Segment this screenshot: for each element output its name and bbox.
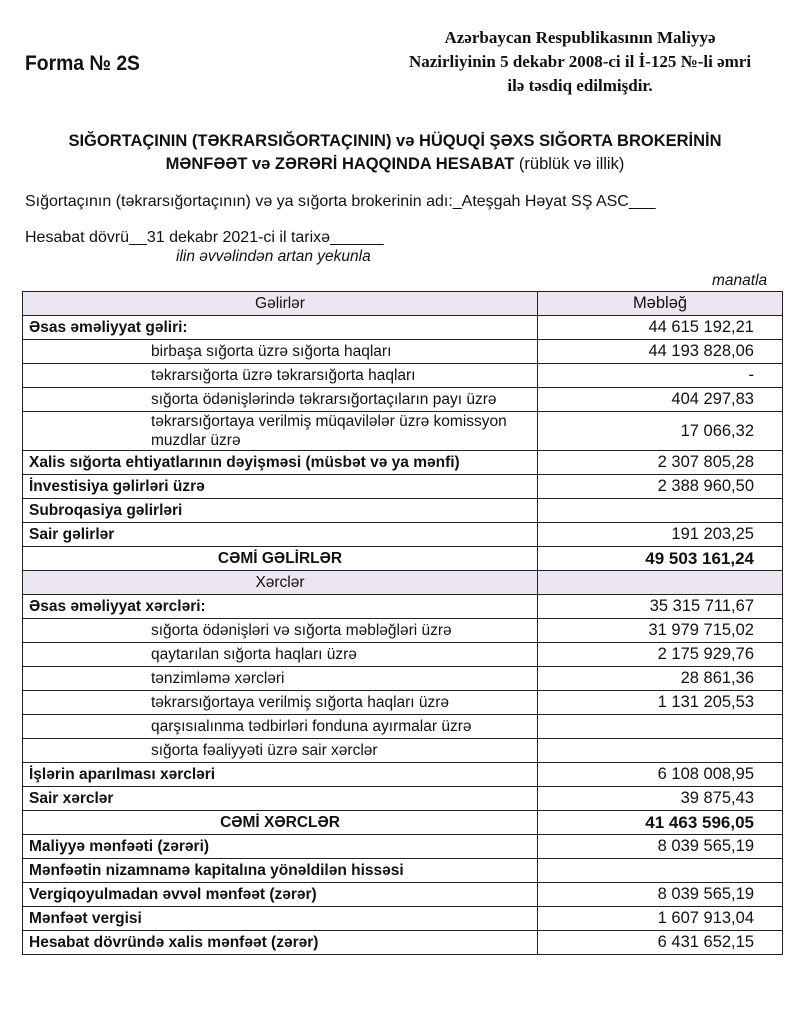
table-row [23,787,783,811]
table-row [23,667,783,691]
row-amount [538,739,783,763]
row-amount: 8 039 565,19 [538,835,783,859]
row-label: Gəlirlər [23,292,538,316]
row-amount: 44 615 192,21 [538,316,783,340]
table-row [23,931,783,955]
row-amount: 1 131 205,53 [538,691,783,715]
row-label: birbaşa sığorta üzrə sığorta haqları [23,340,538,364]
table-row [23,859,783,883]
row-label: Mənfəət vergisi [23,907,538,931]
table-row [23,883,783,907]
row-label: Xalis sığorta ehtiyatlarının dəyişməsi (müsbət və ya mənfi) [23,451,538,475]
row-label: Xərclər [23,571,538,595]
form-number: Forma № 2S [25,52,140,75]
table-row [23,340,783,364]
row-label: Əsas əməliyyat xərcləri: [23,595,538,619]
income-statement-table [22,291,783,955]
company-line: Sığortaçının (təkrarsığortaçının) və ya sığorta brokerinin adı:_Ateşgah Həyat SŞ ASC___ [25,193,656,210]
table-header-row [23,292,783,316]
row-label: CƏMİ GƏLİRLƏR [23,547,538,571]
row-amount: 8 039 565,19 [538,883,783,907]
row-amount: 2 307 805,28 [538,451,783,475]
row-amount: 39 875,43 [538,787,783,811]
row-label: Subroqasiya gəlirləri [23,499,538,523]
row-amount: Məbləğ [538,292,783,316]
table-row [23,388,783,412]
row-label: İşlərin aparılması xərcləri [23,763,538,787]
table-row [23,499,783,523]
title-line: SIĞORTAÇININ (TƏKRARSIĞORTAÇININ) və HÜQUQİ ŞƏXS SIĞORTA BROKERİNİN [68,132,722,150]
row-label: tənzimləmə xərcləri [23,667,538,691]
table-row [23,451,783,475]
row-amount: 1 607 913,04 [538,907,783,931]
row-amount: 2 388 960,50 [538,475,783,499]
table-row [23,619,783,643]
table-row [23,316,783,340]
row-amount: 35 315 711,67 [538,595,783,619]
table-row [23,643,783,667]
approval-line: ilə təsdiq edilmişdir. [507,76,653,95]
row-label: Sair xərclər [23,787,538,811]
approval-line: Nazirliyinin 5 dekabr 2008-ci il İ-125 №-li əmri [408,52,752,71]
row-label: Əsas əməliyyat gəliri: [23,316,538,340]
row-amount: 404 297,83 [538,388,783,412]
row-label: təkrarsığorta üzrə təkrarsığorta haqları [23,364,538,388]
approval-line: Azərbaycan Respublikasının Maliyyə [444,28,716,47]
row-amount: 31 979 715,02 [538,619,783,643]
row-label: Vergiqoyulmadan əvvəl mənfəət (zərər) [23,883,538,907]
row-amount [538,715,783,739]
table-row [23,412,783,451]
row-label: təkrarsığortaya verilmiş sığorta haqları üzrə [23,691,538,715]
currency-label: manatla [712,272,768,289]
row-label: sığorta ödənişlərində təkrarsığortaçıların payı üzrə [23,388,538,412]
row-amount [538,859,783,883]
row-label: Sair gəlirlər [23,523,538,547]
period-line: Hesabat dövrü__31 dekabr 2021-ci il tarixə______ [25,229,384,246]
table-row [23,835,783,859]
row-label: Hesabat dövründə xalis mənfəət (zərər) [23,931,538,955]
row-amount: 6 431 652,15 [538,931,783,955]
row-label: təkrarsığortaya verilmiş müqavilələr üzrə komissyon muzdlar üzrə [23,412,538,451]
table-row [23,475,783,499]
table-row [23,907,783,931]
title-suffix: (rüblük və illik) [518,155,625,173]
row-amount: 6 108 008,95 [538,763,783,787]
row-amount: 41 463 596,05 [538,811,783,835]
table-row [23,715,783,739]
title-line: MƏNFƏƏT və ZƏRƏRİ HAQQINDA HESABAT [165,155,515,173]
row-label: CƏMİ XƏRCLƏR [23,811,538,835]
table-header-row [23,571,783,595]
row-label: qarşısıalınma tədbirləri fonduna ayırmalar üzrə [23,715,538,739]
table-row [23,691,783,715]
row-amount: 2 175 929,76 [538,643,783,667]
period-note: ilin əvvəlindən artan yekunla [176,248,371,265]
table-total-row [23,547,783,571]
table-row [23,739,783,763]
report-title [0,130,790,176]
row-amount: 49 503 161,24 [538,547,783,571]
row-amount [538,571,783,595]
row-label: Mənfəətin nizamnamə kapitalına yönəldilən hissəsi [23,859,538,883]
row-label: sığorta fəaliyyəti üzrə sair xərclər [23,739,538,763]
row-amount: 28 861,36 [538,667,783,691]
row-label: Maliyyə mənfəəti (zərəri) [23,835,538,859]
row-amount: - [538,364,783,388]
table-total-row [23,811,783,835]
row-label: qaytarılan sığorta haqları üzrə [23,643,538,667]
row-amount: 44 193 828,06 [538,340,783,364]
row-amount [538,499,783,523]
table-row [23,595,783,619]
approval-note [370,26,790,98]
table-row [23,523,783,547]
row-amount: 17 066,32 [538,412,783,451]
row-label: sığorta ödənişləri və sığorta məbləğləri üzrə [23,619,538,643]
table-row [23,763,783,787]
row-amount: 191 203,25 [538,523,783,547]
table-row [23,364,783,388]
row-label: İnvestisiya gəlirləri üzrə [23,475,538,499]
